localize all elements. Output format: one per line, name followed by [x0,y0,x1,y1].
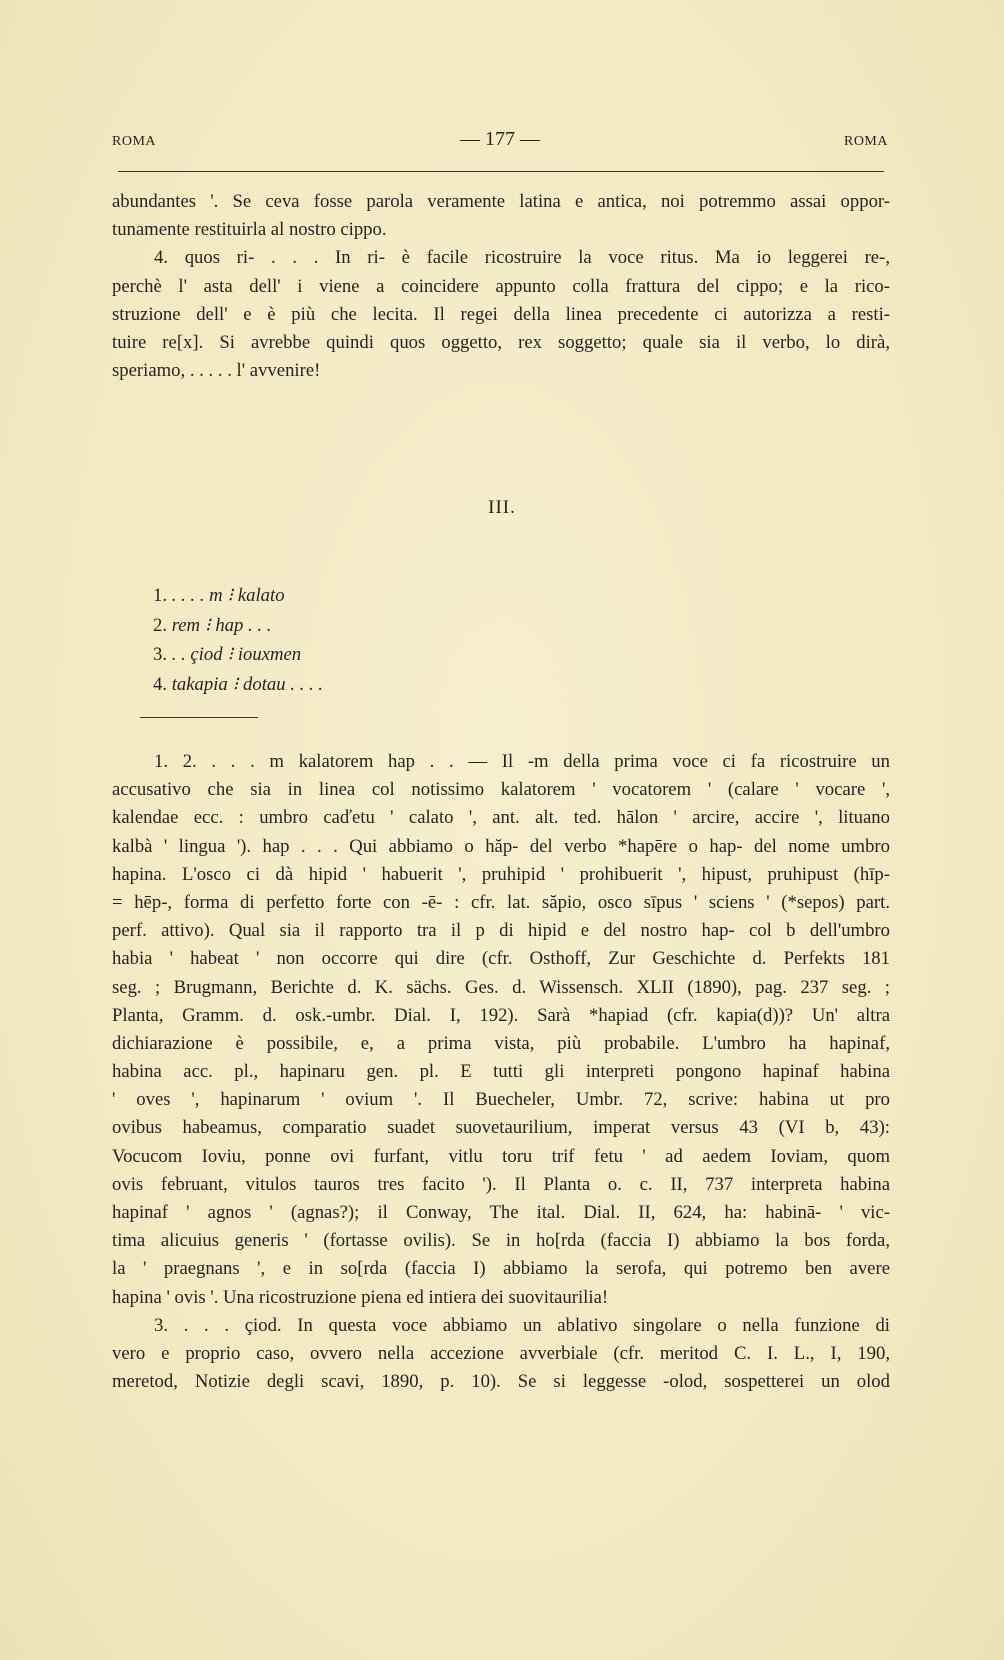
commentary-line: ' oves ', hapinarum ' ovium '. Il Buecheler, Umbr. 72, scrive: habina ut pro [112,1089,890,1111]
intro-line: tuire re[x]. Si avrebbe quindi quos oggetto, rex soggetto; quale sia il verbo, lo dirà, [112,331,890,353]
section-heading: III. [488,497,516,518]
commentary-line: hapina. L'osco ci dà hipid ' habuerit ', pruhipid ' prohibuerit ', hipust, pruhipust (hīp- [112,863,890,885]
intro-line: tunamente restituirla al nostro cippo. [112,219,387,241]
intro-line: struzione dell' e è più che lecita. Il regei della linea precedente ci autorizza a resti- [112,303,890,325]
commentary-line: tima alicuius generis ' (fortasse ovilis). Se in ho[rda (faccia I) abbiamo la bos forda, [112,1230,890,1252]
inscription-line [153,670,323,700]
commentary-line: ovis februant, vitulos tauros tres facito '). Il Planta o. c. II, 737 interpreta habina [112,1173,890,1195]
inscription-line-text: . . . . m ⁝ kalato [171,585,285,606]
inscription-line-number: 2. [153,614,168,636]
commentary-line: hapinaf ' agnos ' (agnas?); il Conway, The ital. Dial. II, 624, ha: habinā- ' vic- [112,1202,890,1223]
commentary-line: perf. attivo). Qual sia il rapporto tra il p di hipid e del nostro hap- col b dell'umbro [112,920,890,942]
inscription-line [153,581,323,611]
commentary-line: accusativo che sia in linea col notissimo kalatorem ' vocatorem ' (calare ' vocare ', [112,779,890,801]
inscription-line-text: rem ⁝ hap . . . [171,614,272,636]
commentary-line: hapina ' ovis '. Una ricostruzione piena ed intiera dei suovitaurilia! [112,1286,609,1308]
commentary-paragraphs [112,748,890,1396]
commentary-line: habia ' habeat ' non occorre qui dire (cfr. Osthoff, Zur Geschichte d. Perfekts 181 [112,948,890,970]
commentary-line: la ' praegnans ', e in so[rda (faccia I) abbiamo la serofa, qui potremo ben avere [112,1258,890,1280]
intro-line: speriamo, . . . . . l' avvenire! [112,360,321,382]
commentary-line: meretod, Notizie degli scavi, 1890, p. 10). Se si leggesse -olod, sospetterei un olod [112,1371,890,1393]
inscription-text [153,581,323,699]
separator-rule [140,717,258,718]
inscription-line [153,640,323,670]
inscription-line-number: 3. [153,644,168,665]
inscription-line-text: . . çiod ⁝ iouxmen [171,644,302,665]
commentary-line: 1. 2. . . . m kalatorem hap . . — Il -m della prima voce ci fa ricostruire un [154,751,890,772]
commentary-line: ovibus habeamus, comparatio suadet suovetaurilium, imperat versus 43 (VI b, 43): [112,1117,890,1139]
header-left: ROMA [112,134,157,149]
commentary-line: vero e proprio caso, ovvero nella accezione avverbiale (cfr. meritod C. I. L., I, 190, [112,1342,890,1364]
intro-line: 4. quos ri- . . . In ri- è facile ricostruire la voce ritus. Ma io leggerei re-, [154,247,890,269]
page-number: — 177 — [460,128,540,150]
commentary-line: Vocucom Ioviu, ponne ovi furfant, vitlu toru trif fetu ' ad aedem Ioviam, quom [112,1145,890,1167]
commentary-line: dichiarazione è possibile, e, a prima vista, più probabile. L'umbro ha hapinaf, [112,1032,890,1054]
inscription-line-number: 4. [153,673,168,695]
intro-line: abundantes '. Se ceva fosse parola veramente latina e antica, noi potremmo assai oppor- [112,191,890,212]
commentary-line: habina acc. pl., hapinaru gen. pl. E tutti gli interpreti pongono hapinaf habina [112,1061,890,1083]
commentary-line: 3. . . . çiod. In questa voce abbiamo un ablativo singolare o nella funzione di [154,1314,890,1336]
header-right: ROMA [843,134,888,149]
commentary-line: kalendae ecc. : umbro caďetu ' calato ', ant. alt. ted. hālon ' arcire, accire ', lituano [112,807,890,829]
header-rule [118,171,884,172]
running-header [112,128,888,154]
inscription-line-number: 1. [153,585,168,606]
commentary-line: = hēp-, forma di perfetto forte con -ē- : cfr. lat. săpio, osco sīpus ' sciens ' (*sepos) part. [112,891,890,913]
commentary-line: Planta, Gramm. d. osk.-umbr. Dial. I, 192). Sarà *hapiad (cfr. kapia(d))? Un' altra [112,1004,890,1026]
intro-line: perchè l' asta dell' i viene a coincidere appunto colla frattura del cippo; e la rico- [112,275,890,297]
intro-paragraphs [112,188,890,385]
inscription-line-text: takapia ⁝ dotau . . . . [171,673,323,695]
commentary-line: seg. ; Brugmann, Berichte d. K. sächs. Ges. d. Wissensch. XLII (1890), pag. 237 seg. ; [112,976,890,998]
inscription-line [153,611,323,641]
commentary-line: kalbà ' lingua '). hap . . . Qui abbiamo o hăp- del verbo *hapēre o hap- del nome umbro [112,835,890,857]
